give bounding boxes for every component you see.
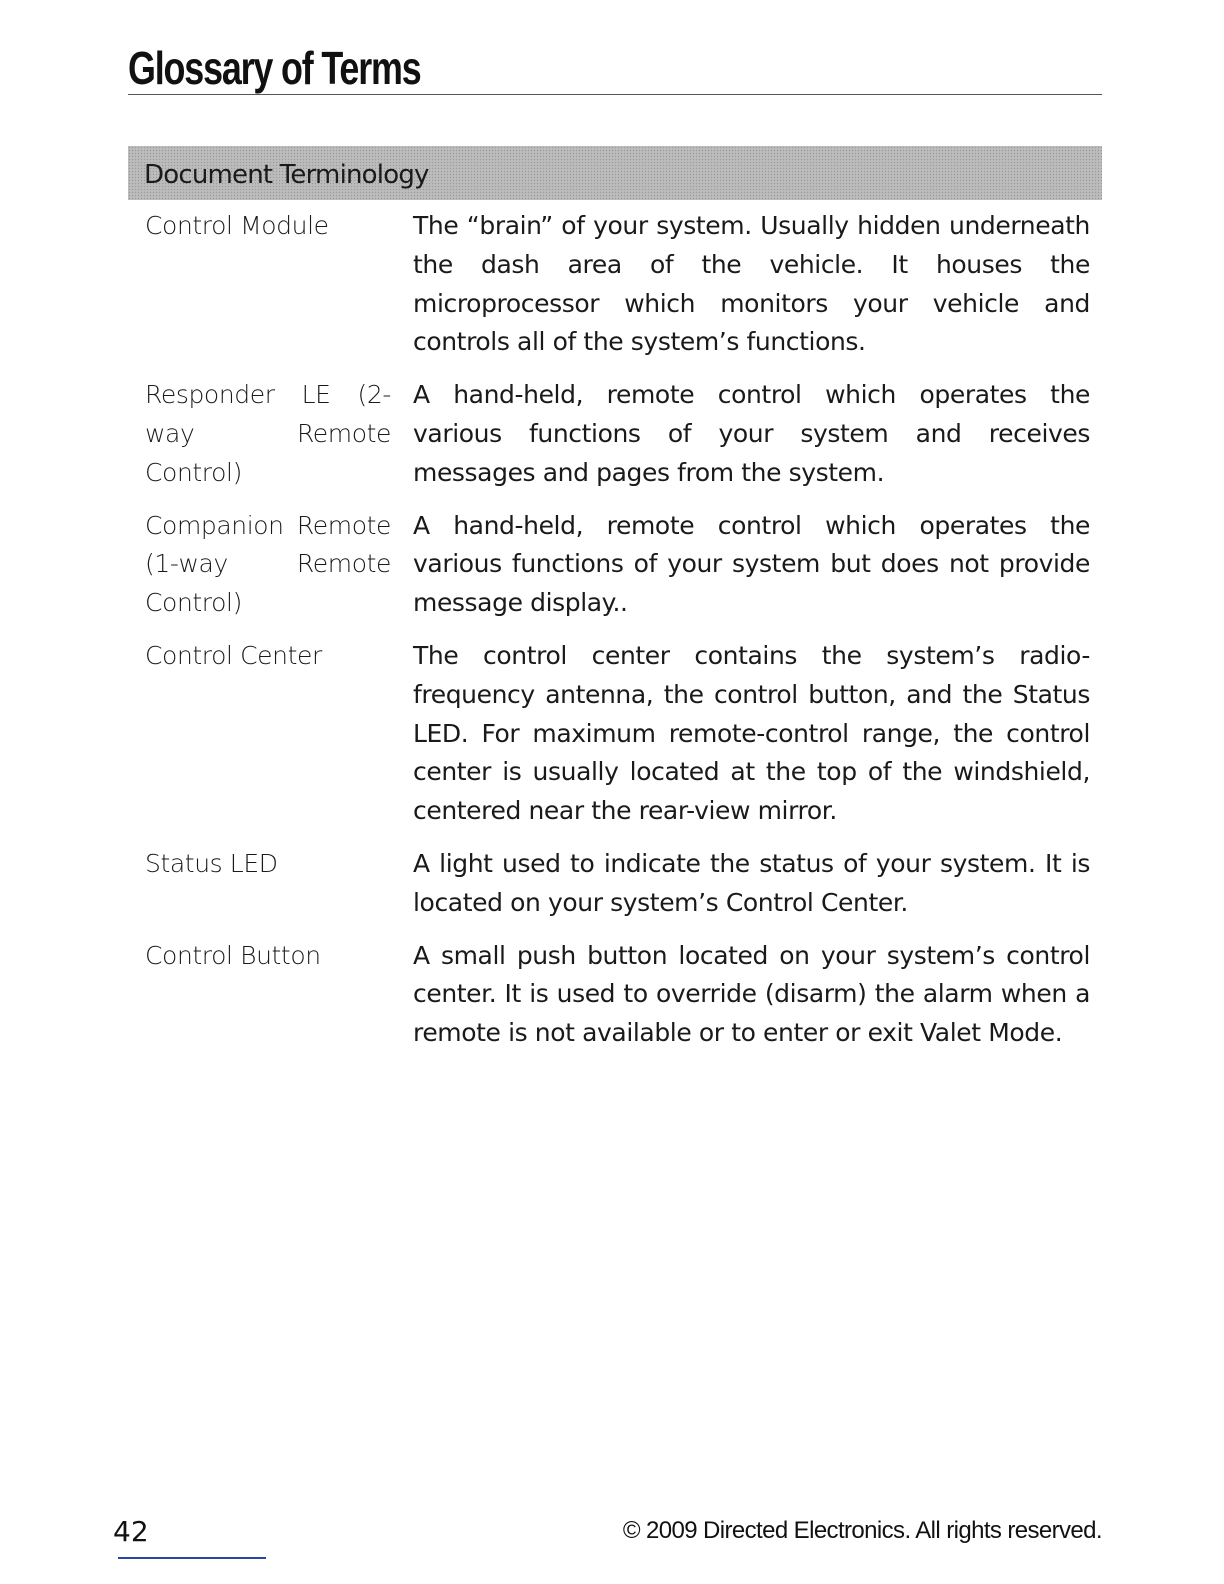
footer-rule bbox=[118, 1557, 266, 1559]
glossary-entry bbox=[145, 507, 1090, 623]
glossary-entry bbox=[145, 637, 1090, 831]
glossary-term: Control Button bbox=[145, 940, 321, 970]
glossary-definition: A hand-held, remote control which operates the various functions of your system and receives messages and pages from the system. bbox=[413, 380, 1090, 487]
section-title: Document Terminology bbox=[144, 160, 429, 190]
glossary-definition: A small push button located on your system’s control center. It is used to override (disarm) the alarm when a remote is not available or to enter or exit Valet Mode. bbox=[413, 940, 1090, 1048]
glossary-definition: The “brain” of your system. Usually hidden underneath the dash area of the vehicle. It houses the microprocessor which monitors your vehicle and controls all of the system’s functions. bbox=[413, 211, 1090, 357]
glossary-definition: A light used to indicate the status of your system. It is located on your system’s Control Center. bbox=[413, 848, 1090, 917]
title-row bbox=[128, 38, 1102, 95]
glossary-list bbox=[145, 207, 1090, 1067]
glossary-term: Control Center bbox=[145, 640, 322, 670]
glossary-entry bbox=[145, 376, 1090, 492]
section-header-bar bbox=[128, 146, 1102, 200]
page-number: 42 bbox=[113, 1515, 149, 1548]
glossary-term: Companion Remote (1-way Remote Control) bbox=[145, 510, 391, 618]
glossary-term: Responder LE (2-way Remote Control) bbox=[145, 380, 391, 487]
copyright-notice: © 2009 Directed Electronics. All rights reserved. bbox=[622, 1517, 1102, 1544]
glossary-definition: The control center contains the system’s radio-frequency antenna, the control button, and the Status LED. For maximum remote-control range, the control center is usually located at the top of the windshield, centered near the rear-view mirror. bbox=[413, 640, 1090, 826]
page-title: Glossary of Terms bbox=[128, 42, 421, 94]
glossary-term: Control Module bbox=[145, 211, 329, 240]
glossary-entry bbox=[145, 207, 1090, 362]
glossary-entry bbox=[145, 937, 1090, 1053]
glossary-entry bbox=[145, 845, 1090, 923]
glossary-term: Status LED bbox=[145, 848, 278, 878]
glossary-definition: A hand-held, remote control which operates the various functions of your system but does not provide message display.. bbox=[413, 510, 1090, 618]
